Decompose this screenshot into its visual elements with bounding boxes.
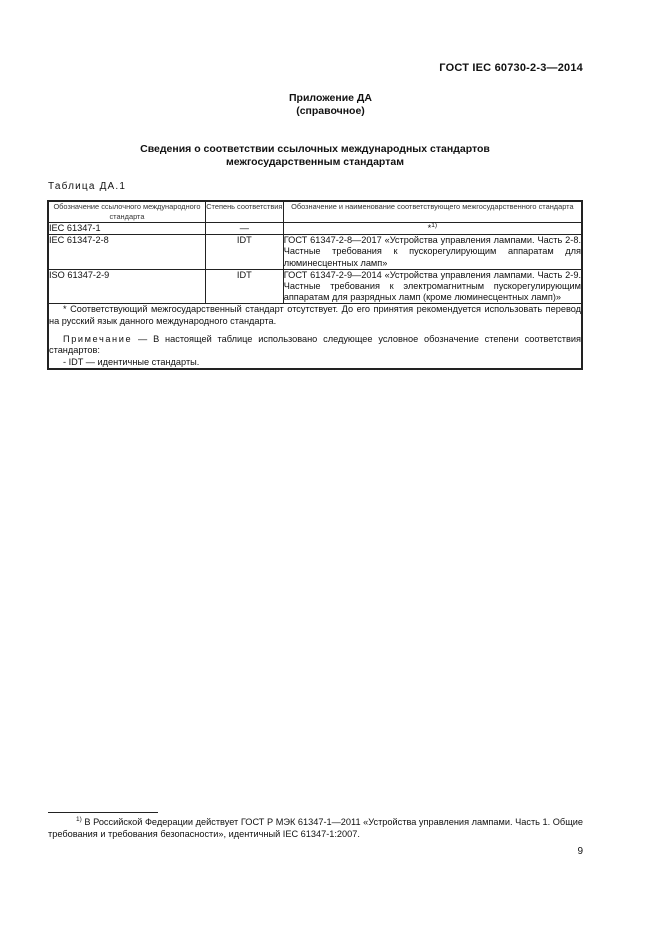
- section-title-line-1: Сведения о соответствии ссылочных международных стандартов: [140, 143, 490, 155]
- table-notes: [48, 304, 582, 369]
- footnote-divider: [48, 812, 158, 813]
- header-degree: Степень соответствия: [205, 201, 283, 223]
- header-intl-standard: Обозначение ссылочного международного стандарта: [48, 201, 205, 223]
- section-title-line-2: межгосударственным стандартам: [226, 156, 404, 168]
- table-row: [48, 269, 582, 304]
- asterisk-note: * Соответствующий межгосударственный стандарт отсутствует. До его принятия рекомендуется использовать перевод на русский язык данного международного стандарта.: [49, 304, 581, 327]
- annex-title: Приложение ДА: [289, 92, 372, 104]
- note-item: - IDT — идентичные стандарты.: [63, 356, 200, 367]
- section-title: [100, 143, 530, 169]
- cell-intl-standard: IEC 61347-1: [48, 223, 205, 235]
- cell-degree: IDT: [205, 269, 283, 304]
- document-code: ГОСТ IEC 60730-2-3—2014: [439, 62, 583, 74]
- annex-heading: [0, 92, 661, 118]
- footnote-marker: 1): [76, 816, 82, 823]
- cell-degree: —: [205, 223, 283, 235]
- cell-national-standard: [283, 223, 582, 235]
- note-label: Примечание: [63, 333, 133, 344]
- note-paragraph: [49, 334, 581, 357]
- footnote-ref: 1): [431, 222, 438, 229]
- cell-national-standard: ГОСТ 61347-2-8—2017 «Устройства управления лампами. Часть 2-8. Частные требования к пускорегулирующим аппаратам для люминесцентных ламп»: [283, 235, 581, 268]
- annex-subtitle: (справочное): [296, 105, 365, 117]
- table-row: [48, 235, 582, 270]
- cell-national-text: *: [427, 223, 432, 233]
- cell-intl-standard: ISO 61347-2-9: [48, 269, 205, 304]
- footnote-text: В Российской Федерации действует ГОСТ Р МЭК 61347-1—2011 «Устройства управления лампами. Часть 1. Общие требования и требования безопасности», идентичный IEC 61347-1:2007.: [48, 817, 583, 839]
- cell-national-standard: ГОСТ 61347-2-9—2014 «Устройства управления лампами. Часть 2-9. Частные требования к электромагнитным пускорегулирующим аппаратам для разрядных ламп (кроме люминесцентных ламп)»: [283, 269, 581, 303]
- page-number: 9: [577, 846, 583, 857]
- table-caption: Таблица ДА.1: [48, 181, 127, 192]
- standards-table: [47, 200, 583, 370]
- table-header-row: [48, 201, 582, 223]
- cell-intl-standard: IEC 61347-2-8: [48, 235, 205, 270]
- table-notes-row: [48, 304, 582, 369]
- cell-degree: IDT: [205, 235, 283, 270]
- table-row: [48, 223, 582, 235]
- header-national-standard: Обозначение и наименование соответствующего межгосударственного стандарта: [283, 201, 582, 223]
- footnote: [48, 816, 583, 840]
- note-text: — В настоящей таблице использовано следующее условное обозначение степени соответствия стандартов:: [49, 333, 581, 356]
